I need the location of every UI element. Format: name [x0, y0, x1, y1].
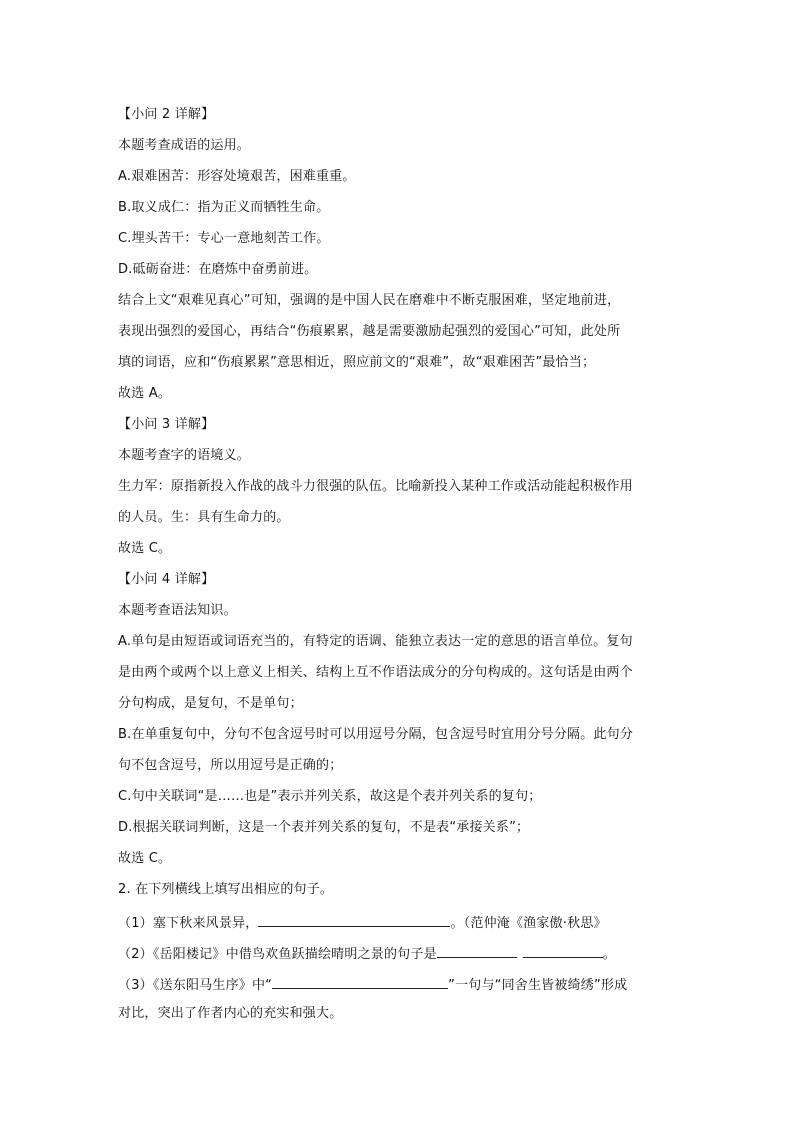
q3-answer: 故选 C。: [118, 541, 172, 556]
section2-title: 2. 在下列横线上填写出相应的句子。: [118, 882, 334, 897]
q2-analysis-line1: 结合上文“艰难见真心”可知，强调的是中国人民在磨难中不断克服困难，坚定地前进，: [118, 293, 621, 308]
q4-option-d: D.根据关联词判断，这是一个表并列关系的复句，不是表“承接关系”；: [118, 820, 530, 835]
q2-analysis-line2: 表现出强烈的爱国心，再结合“伤痕累累，越是需要激励起强烈的爱国心”可知，此处所: [118, 324, 621, 339]
fill-item-3-line2: 对比，突出了作者内心的充实和强大。: [118, 1006, 343, 1021]
fill-item-1-prefix: （1）塞下秋来风景异，: [118, 916, 259, 931]
fill-item-2-suffix: 。: [602, 947, 616, 962]
q4-option-c: C.句中关联词“是……也是”表示并列关系，故这是个表并列关系的复句；: [118, 789, 542, 804]
fill-item-2-prefix: （2）《岳阳楼记》中借鸟欢鱼跃描绘晴明之景的句子是: [118, 947, 437, 962]
q3-explain-line2: 的人员。生：具有生命力的。: [118, 510, 290, 525]
q2-option-a: A.艰难困苦：形容处境艰苦，困难重重。: [118, 169, 356, 184]
q3-explain-line1: 生力军：原指新投入作战的战斗力很强的队伍。比喻新投入某种工作或活动能起积极作用: [118, 479, 633, 494]
fill-item-3-prefix: （3）《送东阳马生序》中“: [118, 978, 273, 993]
q4-answer: 故选 C。: [118, 851, 172, 866]
fill-item-1-suffix: 。（范仲淹《渔家傲·秋思》: [450, 916, 607, 931]
q2-option-b: B.取义成仁：指为正义而牺牲生命。: [118, 200, 330, 215]
q4-option-b-line1: B.在单重复句中，分句不包含逗号时可以用逗号分隔，包含逗号时宜用分号分隔。此句分: [118, 727, 634, 742]
q2-heading: 【小问 2 详解】: [118, 107, 215, 122]
q4-option-a-line3: 分句构成，是复句，不是单句；: [118, 696, 303, 711]
q3-heading: 【小问 3 详解】: [118, 417, 215, 432]
q4-option-b-line2: 句不包含逗号，所以用逗号是正确的；: [118, 758, 343, 773]
q2-answer: 故选 A。: [118, 386, 172, 401]
fill-item-2: [118, 943, 616, 964]
q2-intro: 本题考查成语的运用。: [118, 138, 251, 153]
q2-option-c: C.埋头苦干：专心一意地刻苦工作。: [118, 231, 330, 246]
q2-analysis-line3: 填的词语，应和“伤痕累累”意思相近，照应前文的“艰难”，故“艰难困苦”最恰当；: [118, 355, 596, 370]
q4-heading: 【小问 4 详解】: [118, 572, 215, 587]
fill-blank-3[interactable]: [272, 974, 448, 989]
q4-option-a-line1: A.单句是由短语或词语充当的，有特定的语调、能独立表达一定的意思的语言单位。复句: [118, 634, 633, 649]
fill-blank-2a[interactable]: [437, 943, 517, 958]
fill-item-1: [118, 912, 607, 933]
q4-option-a-line2: 是由两个或两个以上意义上相关、结构上互不作语法成分的分句构成的。这句话是由两个: [118, 665, 633, 680]
q2-option-d: D.砥砺奋进：在磨炼中奋勇前进。: [118, 262, 318, 277]
fill-item-3: [118, 974, 627, 995]
q3-intro: 本题考查字的语境义。: [118, 448, 251, 463]
q4-intro: 本题考查语法知识。: [118, 603, 237, 618]
fill-item-3-suffix: ”一句与“同舍生皆被绮绣”形成: [448, 978, 628, 993]
fill-blank-1[interactable]: [258, 912, 450, 927]
fill-blank-2b[interactable]: [523, 943, 603, 958]
